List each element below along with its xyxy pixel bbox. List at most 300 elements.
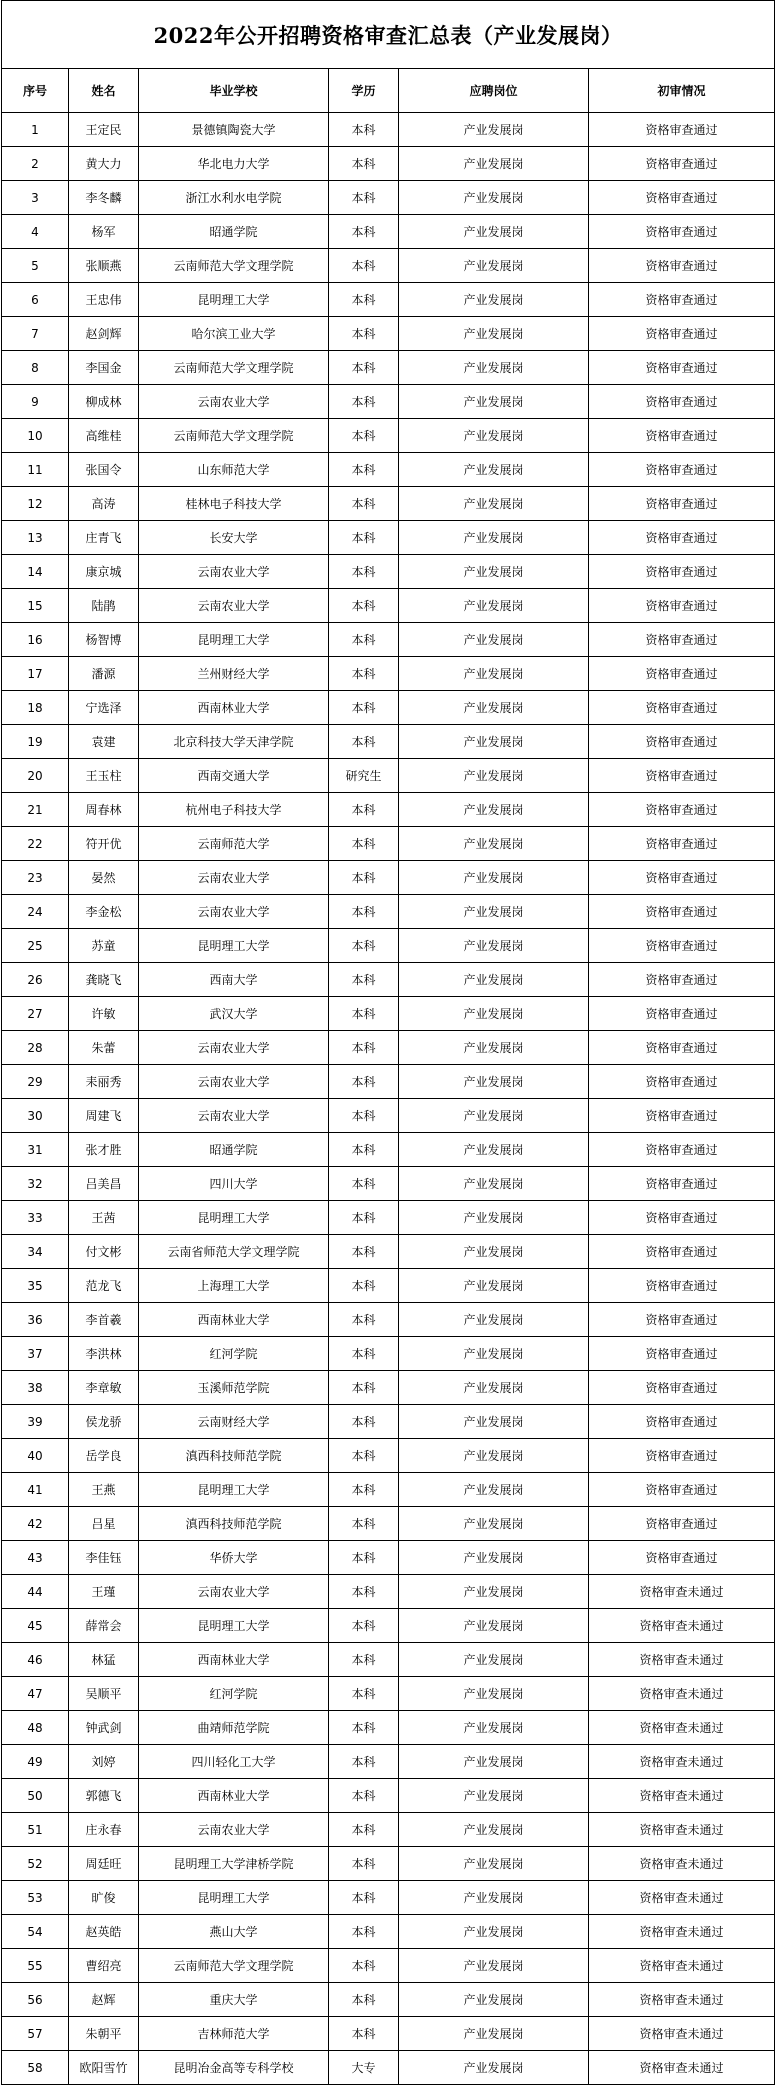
cell-name: 潘源 <box>69 657 139 691</box>
cell-school: 浙江水利水电学院 <box>139 181 329 215</box>
cell-position: 产业发展岗 <box>399 521 589 555</box>
cell-result: 资格审查通过 <box>589 1507 775 1541</box>
cell-degree: 本科 <box>329 1677 399 1711</box>
cell-name: 张顺燕 <box>69 249 139 283</box>
cell-name: 吴顺平 <box>69 1677 139 1711</box>
cell-degree: 本科 <box>329 1371 399 1405</box>
cell-school: 桂林电子科技大学 <box>139 487 329 521</box>
cell-school: 昆明理工大学 <box>139 623 329 657</box>
cell-name: 庄青飞 <box>69 521 139 555</box>
cell-degree: 本科 <box>329 1439 399 1473</box>
cell-name: 袁建 <box>69 725 139 759</box>
cell-name: 苏童 <box>69 929 139 963</box>
cell-position: 产业发展岗 <box>399 1847 589 1881</box>
cell-result: 资格审查通过 <box>589 1371 775 1405</box>
cell-school: 兰州财经大学 <box>139 657 329 691</box>
cell-school: 山东师范大学 <box>139 453 329 487</box>
cell-index: 53 <box>2 1881 69 1915</box>
cell-name: 李金松 <box>69 895 139 929</box>
cell-result: 资格审查通过 <box>589 861 775 895</box>
cell-result: 资格审查通过 <box>589 249 775 283</box>
cell-degree: 本科 <box>329 589 399 623</box>
cell-position: 产业发展岗 <box>399 861 589 895</box>
cell-index: 27 <box>2 997 69 1031</box>
cell-school: 云南师范大学文理学院 <box>139 419 329 453</box>
cell-index: 20 <box>2 759 69 793</box>
header-name: 姓名 <box>69 69 139 113</box>
cell-name: 王定民 <box>69 113 139 147</box>
table-row <box>2 589 775 623</box>
cell-name: 李首羲 <box>69 1303 139 1337</box>
cell-degree: 本科 <box>329 1269 399 1303</box>
cell-degree: 本科 <box>329 1813 399 1847</box>
cell-position: 产业发展岗 <box>399 351 589 385</box>
cell-name: 岳学良 <box>69 1439 139 1473</box>
cell-index: 12 <box>2 487 69 521</box>
cell-name: 王忠伟 <box>69 283 139 317</box>
cell-name: 欧阳雪竹 <box>69 2051 139 2085</box>
cell-name: 柳成林 <box>69 385 139 419</box>
table-row <box>2 1371 775 1405</box>
cell-index: 9 <box>2 385 69 419</box>
cell-result: 资格审查未通过 <box>589 1643 775 1677</box>
cell-index: 28 <box>2 1031 69 1065</box>
cell-school: 北京科技大学天津学院 <box>139 725 329 759</box>
table-row <box>2 1439 775 1473</box>
table-row <box>2 1065 775 1099</box>
cell-position: 产业发展岗 <box>399 1779 589 1813</box>
cell-index: 43 <box>2 1541 69 1575</box>
cell-result: 资格审查通过 <box>589 1303 775 1337</box>
cell-result: 资格审查通过 <box>589 215 775 249</box>
header-school: 毕业学校 <box>139 69 329 113</box>
cell-degree: 本科 <box>329 1133 399 1167</box>
cell-index: 52 <box>2 1847 69 1881</box>
cell-index: 34 <box>2 1235 69 1269</box>
cell-index: 7 <box>2 317 69 351</box>
cell-index: 22 <box>2 827 69 861</box>
cell-degree: 本科 <box>329 1167 399 1201</box>
cell-index: 16 <box>2 623 69 657</box>
cell-school: 玉溪师范学院 <box>139 1371 329 1405</box>
table-row <box>2 1473 775 1507</box>
table-row <box>2 1269 775 1303</box>
cell-result: 资格审查通过 <box>589 963 775 997</box>
cell-position: 产业发展岗 <box>399 1677 589 1711</box>
cell-result: 资格审查通过 <box>589 1099 775 1133</box>
cell-degree: 本科 <box>329 2017 399 2051</box>
table-row <box>2 147 775 181</box>
table-row <box>2 657 775 691</box>
cell-name: 杨军 <box>69 215 139 249</box>
cell-degree: 本科 <box>329 997 399 1031</box>
cell-school: 燕山大学 <box>139 1915 329 1949</box>
cell-school: 云南师范大学文理学院 <box>139 249 329 283</box>
cell-school: 西南林业大学 <box>139 1779 329 1813</box>
cell-index: 39 <box>2 1405 69 1439</box>
cell-school: 云南师范大学文理学院 <box>139 351 329 385</box>
table-row <box>2 1099 775 1133</box>
cell-degree: 本科 <box>329 1099 399 1133</box>
table-row <box>2 1677 775 1711</box>
cell-index: 44 <box>2 1575 69 1609</box>
cell-school: 云南农业大学 <box>139 555 329 589</box>
cell-name: 晏然 <box>69 861 139 895</box>
cell-result: 资格审查未通过 <box>589 1677 775 1711</box>
cell-degree: 本科 <box>329 385 399 419</box>
cell-degree: 本科 <box>329 1643 399 1677</box>
table-row <box>2 385 775 419</box>
table-row <box>2 1031 775 1065</box>
cell-degree: 本科 <box>329 1031 399 1065</box>
cell-result: 资格审查未通过 <box>589 1881 775 1915</box>
cell-name: 李冬麟 <box>69 181 139 215</box>
cell-position: 产业发展岗 <box>399 1201 589 1235</box>
cell-index: 14 <box>2 555 69 589</box>
cell-degree: 本科 <box>329 1405 399 1439</box>
cell-school: 红河学院 <box>139 1337 329 1371</box>
cell-index: 35 <box>2 1269 69 1303</box>
cell-name: 李国金 <box>69 351 139 385</box>
cell-result: 资格审查未通过 <box>589 1779 775 1813</box>
cell-result: 资格审查未通过 <box>589 1847 775 1881</box>
cell-degree: 本科 <box>329 1541 399 1575</box>
cell-result: 资格审查未通过 <box>589 1949 775 1983</box>
cell-school: 曲靖师范学院 <box>139 1711 329 1745</box>
cell-degree: 本科 <box>329 521 399 555</box>
cell-index: 26 <box>2 963 69 997</box>
cell-name: 周廷旺 <box>69 1847 139 1881</box>
cell-school: 四川轻化工大学 <box>139 1745 329 1779</box>
cell-school: 昆明冶金高等专科学校 <box>139 2051 329 2085</box>
cell-name: 侯龙骄 <box>69 1405 139 1439</box>
cell-result: 资格审查通过 <box>589 793 775 827</box>
cell-position: 产业发展岗 <box>399 691 589 725</box>
cell-degree: 本科 <box>329 1983 399 2017</box>
table-row <box>2 1201 775 1235</box>
table-row <box>2 1609 775 1643</box>
cell-index: 29 <box>2 1065 69 1099</box>
cell-position: 产业发展岗 <box>399 1915 589 1949</box>
cell-degree: 本科 <box>329 1779 399 1813</box>
cell-name: 耒丽秀 <box>69 1065 139 1099</box>
cell-result: 资格审查通过 <box>589 113 775 147</box>
table-title: 2022年公开招聘资格审查汇总表（产业发展岗） <box>2 1 775 69</box>
table-row <box>2 215 775 249</box>
cell-index: 33 <box>2 1201 69 1235</box>
table-row <box>2 623 775 657</box>
cell-position: 产业发展岗 <box>399 1881 589 1915</box>
cell-degree: 本科 <box>329 555 399 589</box>
cell-school: 云南农业大学 <box>139 861 329 895</box>
table-row <box>2 351 775 385</box>
cell-school: 华侨大学 <box>139 1541 329 1575</box>
cell-position: 产业发展岗 <box>399 1541 589 1575</box>
cell-position: 产业发展岗 <box>399 657 589 691</box>
cell-degree: 本科 <box>329 487 399 521</box>
cell-result: 资格审查通过 <box>589 1337 775 1371</box>
cell-degree: 本科 <box>329 725 399 759</box>
cell-position: 产业发展岗 <box>399 589 589 623</box>
cell-result: 资格审查通过 <box>589 453 775 487</box>
cell-degree: 本科 <box>329 623 399 657</box>
cell-result: 资格审查通过 <box>589 827 775 861</box>
cell-school: 云南农业大学 <box>139 1575 329 1609</box>
cell-index: 54 <box>2 1915 69 1949</box>
table-row <box>2 1847 775 1881</box>
cell-degree: 本科 <box>329 657 399 691</box>
cell-index: 55 <box>2 1949 69 1983</box>
table-row <box>2 1405 775 1439</box>
cell-result: 资格审查通过 <box>589 1031 775 1065</box>
cell-degree: 本科 <box>329 1915 399 1949</box>
cell-index: 15 <box>2 589 69 623</box>
table-row <box>2 1167 775 1201</box>
cell-index: 10 <box>2 419 69 453</box>
cell-position: 产业发展岗 <box>399 487 589 521</box>
table-row <box>2 113 775 147</box>
cell-index: 3 <box>2 181 69 215</box>
cell-position: 产业发展岗 <box>399 1439 589 1473</box>
cell-name: 李佳钰 <box>69 1541 139 1575</box>
cell-index: 13 <box>2 521 69 555</box>
table-row <box>2 1745 775 1779</box>
cell-degree: 本科 <box>329 249 399 283</box>
cell-position: 产业发展岗 <box>399 1711 589 1745</box>
cell-name: 吕星 <box>69 1507 139 1541</box>
cell-result: 资格审查未通过 <box>589 1813 775 1847</box>
table-row <box>2 929 775 963</box>
cell-degree: 本科 <box>329 1711 399 1745</box>
cell-name: 高涛 <box>69 487 139 521</box>
cell-position: 产业发展岗 <box>399 385 589 419</box>
cell-school: 昆明理工大学 <box>139 1473 329 1507</box>
cell-name: 赵辉 <box>69 1983 139 2017</box>
cell-result: 资格审查通过 <box>589 895 775 929</box>
cell-school: 云南农业大学 <box>139 385 329 419</box>
cell-position: 产业发展岗 <box>399 1949 589 1983</box>
header-row <box>2 69 775 113</box>
cell-degree: 本科 <box>329 215 399 249</box>
cell-result: 资格审查通过 <box>589 589 775 623</box>
cell-position: 产业发展岗 <box>399 1745 589 1779</box>
cell-index: 11 <box>2 453 69 487</box>
cell-position: 产业发展岗 <box>399 1371 589 1405</box>
cell-school: 昆明理工大学 <box>139 1609 329 1643</box>
cell-position: 产业发展岗 <box>399 1609 589 1643</box>
table-row <box>2 283 775 317</box>
table-row <box>2 317 775 351</box>
cell-degree: 本科 <box>329 1065 399 1099</box>
cell-school: 昆明理工大学 <box>139 929 329 963</box>
cell-degree: 本科 <box>329 351 399 385</box>
cell-school: 滇西科技师范学院 <box>139 1439 329 1473</box>
cell-index: 8 <box>2 351 69 385</box>
cell-position: 产业发展岗 <box>399 1235 589 1269</box>
cell-degree: 本科 <box>329 419 399 453</box>
cell-position: 产业发展岗 <box>399 1507 589 1541</box>
header-index: 序号 <box>2 69 69 113</box>
cell-name: 张国令 <box>69 453 139 487</box>
cell-degree: 本科 <box>329 895 399 929</box>
cell-degree: 本科 <box>329 861 399 895</box>
cell-name: 薛常会 <box>69 1609 139 1643</box>
cell-school: 云南农业大学 <box>139 1065 329 1099</box>
cell-result: 资格审查通过 <box>589 1167 775 1201</box>
cell-index: 6 <box>2 283 69 317</box>
cell-index: 58 <box>2 2051 69 2085</box>
cell-name: 赵剑辉 <box>69 317 139 351</box>
cell-position: 产业发展岗 <box>399 1133 589 1167</box>
cell-position: 产业发展岗 <box>399 1575 589 1609</box>
cell-name: 龚晓飞 <box>69 963 139 997</box>
cell-index: 50 <box>2 1779 69 1813</box>
table-row <box>2 963 775 997</box>
cell-result: 资格审查通过 <box>589 1235 775 1269</box>
cell-name: 康京城 <box>69 555 139 589</box>
cell-name: 符开优 <box>69 827 139 861</box>
cell-name: 黄大力 <box>69 147 139 181</box>
cell-degree: 本科 <box>329 181 399 215</box>
cell-degree: 本科 <box>329 1745 399 1779</box>
table-row <box>2 725 775 759</box>
table-row <box>2 1915 775 1949</box>
cell-result: 资格审查通过 <box>589 623 775 657</box>
cell-degree: 本科 <box>329 1881 399 1915</box>
cell-degree: 本科 <box>329 1847 399 1881</box>
cell-school: 西南林业大学 <box>139 691 329 725</box>
cell-result: 资格审查未通过 <box>589 1575 775 1609</box>
cell-index: 31 <box>2 1133 69 1167</box>
cell-school: 云南农业大学 <box>139 1099 329 1133</box>
cell-result: 资格审查未通过 <box>589 1711 775 1745</box>
cell-result: 资格审查通过 <box>589 385 775 419</box>
cell-position: 产业发展岗 <box>399 453 589 487</box>
header-degree: 学历 <box>329 69 399 113</box>
cell-school: 昆明理工大学 <box>139 1201 329 1235</box>
cell-name: 许敏 <box>69 997 139 1031</box>
results-table <box>1 0 775 2085</box>
cell-position: 产业发展岗 <box>399 1065 589 1099</box>
cell-degree: 本科 <box>329 147 399 181</box>
cell-degree: 本科 <box>329 827 399 861</box>
cell-result: 资格审查通过 <box>589 725 775 759</box>
cell-index: 17 <box>2 657 69 691</box>
cell-result: 资格审查通过 <box>589 181 775 215</box>
cell-position: 产业发展岗 <box>399 997 589 1031</box>
table-row <box>2 555 775 589</box>
cell-result: 资格审查通过 <box>589 1269 775 1303</box>
header-position: 应聘岗位 <box>399 69 589 113</box>
cell-position: 产业发展岗 <box>399 793 589 827</box>
cell-result: 资格审查通过 <box>589 1065 775 1099</box>
cell-degree: 本科 <box>329 691 399 725</box>
cell-index: 36 <box>2 1303 69 1337</box>
cell-name: 宁选泽 <box>69 691 139 725</box>
cell-degree: 本科 <box>329 793 399 827</box>
cell-position: 产业发展岗 <box>399 929 589 963</box>
cell-school: 云南农业大学 <box>139 1031 329 1065</box>
cell-index: 19 <box>2 725 69 759</box>
cell-result: 资格审查未通过 <box>589 1745 775 1779</box>
cell-result: 资格审查通过 <box>589 487 775 521</box>
cell-index: 18 <box>2 691 69 725</box>
table-row <box>2 1643 775 1677</box>
table-row <box>2 1235 775 1269</box>
header-result: 初审情况 <box>589 69 775 113</box>
cell-result: 资格审查通过 <box>589 997 775 1031</box>
table-row <box>2 1881 775 1915</box>
cell-position: 产业发展岗 <box>399 2051 589 2085</box>
table-row <box>2 487 775 521</box>
cell-name: 钟武剑 <box>69 1711 139 1745</box>
cell-school: 云南省师范大学文理学院 <box>139 1235 329 1269</box>
cell-result: 资格审查通过 <box>589 929 775 963</box>
cell-index: 41 <box>2 1473 69 1507</box>
cell-position: 产业发展岗 <box>399 1031 589 1065</box>
cell-school: 滇西科技师范学院 <box>139 1507 329 1541</box>
cell-name: 杨智博 <box>69 623 139 657</box>
cell-position: 产业发展岗 <box>399 1269 589 1303</box>
cell-index: 5 <box>2 249 69 283</box>
cell-index: 45 <box>2 1609 69 1643</box>
cell-position: 产业发展岗 <box>399 555 589 589</box>
cell-position: 产业发展岗 <box>399 113 589 147</box>
cell-result: 资格审查通过 <box>589 1133 775 1167</box>
cell-school: 云南农业大学 <box>139 589 329 623</box>
table-row <box>2 895 775 929</box>
cell-degree: 本科 <box>329 113 399 147</box>
cell-degree: 本科 <box>329 1507 399 1541</box>
cell-index: 1 <box>2 113 69 147</box>
cell-result: 资格审查通过 <box>589 283 775 317</box>
cell-name: 旷俊 <box>69 1881 139 1915</box>
cell-index: 42 <box>2 1507 69 1541</box>
cell-degree: 本科 <box>329 1949 399 1983</box>
cell-school: 西南交通大学 <box>139 759 329 793</box>
cell-school: 昭通学院 <box>139 215 329 249</box>
cell-index: 57 <box>2 2017 69 2051</box>
cell-position: 产业发展岗 <box>399 895 589 929</box>
cell-position: 产业发展岗 <box>399 215 589 249</box>
cell-name: 张才胜 <box>69 1133 139 1167</box>
cell-position: 产业发展岗 <box>399 2017 589 2051</box>
cell-result: 资格审查通过 <box>589 147 775 181</box>
cell-school: 西南林业大学 <box>139 1643 329 1677</box>
cell-name: 李章敏 <box>69 1371 139 1405</box>
cell-index: 21 <box>2 793 69 827</box>
cell-index: 30 <box>2 1099 69 1133</box>
table-row <box>2 419 775 453</box>
cell-result: 资格审查未通过 <box>589 1915 775 1949</box>
cell-school: 杭州电子科技大学 <box>139 793 329 827</box>
cell-index: 49 <box>2 1745 69 1779</box>
table-row <box>2 1575 775 1609</box>
cell-index: 38 <box>2 1371 69 1405</box>
cell-position: 产业发展岗 <box>399 1405 589 1439</box>
table-row <box>2 1303 775 1337</box>
cell-index: 51 <box>2 1813 69 1847</box>
cell-name: 朱蕾 <box>69 1031 139 1065</box>
cell-position: 产业发展岗 <box>399 249 589 283</box>
cell-position: 产业发展岗 <box>399 181 589 215</box>
title-row <box>2 1 775 69</box>
cell-degree: 本科 <box>329 1575 399 1609</box>
cell-school: 长安大学 <box>139 521 329 555</box>
cell-name: 朱朝平 <box>69 2017 139 2051</box>
cell-school: 昆明理工大学津桥学院 <box>139 1847 329 1881</box>
cell-school: 重庆大学 <box>139 1983 329 2017</box>
